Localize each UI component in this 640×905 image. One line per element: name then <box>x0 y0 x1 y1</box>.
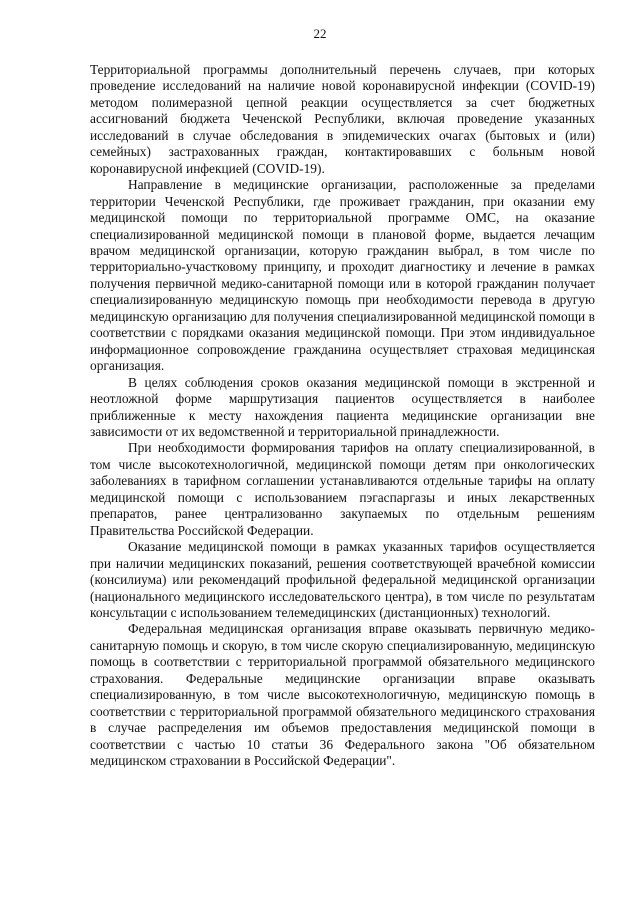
paragraph-emergency-routing: В целях соблюдения сроков оказания медицинской помощи в экстренной и неотложной форме маршрутизация пациентов осуществляется в наиболее приближенные к месту нахождения пациента медицинские организации вне зависимости от их ведомственной и территориальной принадлежности. <box>90 374 595 439</box>
paragraph-tariffs: При необходимости формирования тарифов на оплату специализированной, в том числе высокотехнологичной, медицинской помощи детям при онкологических заболеваниях в тарифном соглашении устанавливаются отдельные тарифы на оплату медицинской помощи с использованием пэгаспаргазы и иных лекарственных препаратов, ранее централизованно закупаемых по отдельным решениям Правительства Российской Федерации. <box>90 440 595 538</box>
paragraph-continuation: Территориальной программы дополнительный перечень случаев, при которых проведение исследований на наличие новой коронавирусной инфекции (COVID-19) методом полимеразной цепной реакции осуществляется за счет бюджетных ассигнований бюджета Чеченской Республики, включая проведение указанных исследований в случае обследования в эпидемических очагах (бытовых и (или) семейных) застрахованных граждан, контактировавших с больным новой коронавирусной инфекцией (COVID-19). <box>90 62 595 176</box>
page-number: 22 <box>313 26 327 41</box>
paragraph-tariff-conditions: Оказание медицинской помощи в рамках указанных тарифов осуществляется при наличии медицинских показаний, решения соответствующей врачебной комиссии (консилиума) или рекомендаций профильной федеральной медицинской организации (национального медицинского исследовательского центра), в том числе по результатам консультации с использованием телемедицинских (дистанционных) технологий. <box>90 539 595 620</box>
paragraph-federal-organizations: Федеральная медицинская организация вправе оказывать первичную медико-санитарную помощь и скорую, в том числе скорую специализированную, медицинскую помощь в соответствии с территориальной программой обязательного медицинского страхования. Федеральные медицинские организации вправе оказывать специализированную, в том числе высокотехнологичную, медицинскую помощь в соответствии с территориальной программой обязательного медицинского страхования в случае распределения им объемов предоставления медицинской помощи в соответствии с частью 10 статьи 36 Федерального закона "Об обязательном медицинском страховании в Российской Федерации". <box>90 621 595 769</box>
document-body <box>90 62 595 769</box>
paragraph-referral: Направление в медицинские организации, расположенные за пределами территории Чеченской Республики, где проживает гражданин, при оказании ему медицинской помощи по территориальной программе ОМС, на оказание специализированной медицинской помощи в плановой форме, выдается лечащим врачом медицинской организации, которую гражданин выбрал, в том числе по территориально-участковому принципу, и проходит диагностику и лечение в рамках получения первичной медико-санитарной помощи или в которой гражданин получает специализированную медицинскую помощь при необходимости перевода в другую медицинскую организацию для получения специализированной медицинской помощи в соответствии с порядками оказания медицинской помощи. При этом индивидуальное информационное сопровождение гражданина осуществляет страховая медицинская организация. <box>90 177 595 374</box>
